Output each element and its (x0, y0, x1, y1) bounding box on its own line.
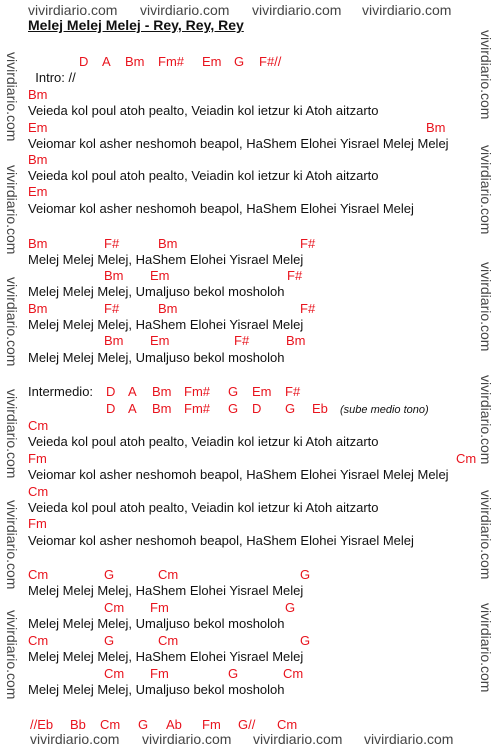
chord: Cm (283, 666, 304, 681)
chord: Bb (70, 717, 86, 732)
chord: Fm (150, 600, 169, 615)
chord: Bm (28, 236, 48, 251)
intro-label: Intro: // (35, 70, 76, 85)
watermark-top-4: vivirdiario.com (362, 2, 452, 18)
watermark-bottom-2: vivirdiario.com (142, 731, 232, 747)
chord: Bm (104, 333, 124, 348)
chord: F# (234, 333, 250, 348)
lyric-line: Melej Melej Melej, Umaljuso bekol mosholoh (28, 616, 285, 631)
chord: Cm (28, 567, 49, 582)
chord: Fm# (184, 384, 210, 399)
interlude-label: Intermedio: (28, 384, 94, 399)
intro-chord: F#// (259, 54, 282, 69)
chord: Fm (150, 666, 169, 681)
chord: Em (252, 384, 272, 399)
intro-chord: Bm (125, 54, 145, 69)
chord: Bm (158, 236, 178, 251)
interlude-note: (sube medio tono) (340, 404, 429, 416)
watermark-top-2: vivirdiario.com (140, 2, 230, 18)
chord: G (104, 567, 115, 582)
chord: D (106, 401, 116, 416)
chord: Fm (28, 516, 47, 531)
chord: Em (150, 333, 170, 348)
chord: Cm (456, 451, 477, 466)
lyric-line: Veiomar kol asher neshomoh beapol, HaShem Elohei Yisrael Melej (28, 533, 414, 548)
watermark-left-2: vivirdiario.com (4, 165, 20, 255)
chord: Bm (28, 87, 48, 102)
watermark-right-1: vivirdiario.com (478, 30, 494, 120)
intro-chord: Em (202, 54, 222, 69)
lyric-line: Melej Melej Melej, Umaljuso bekol mosholoh (28, 682, 285, 697)
lyric-line: Melej Melej Melej, Umaljuso bekol mosholoh (28, 350, 285, 365)
watermark-bottom-4: vivirdiario.com (364, 731, 454, 747)
chord: G (228, 401, 239, 416)
chord: Bm (28, 301, 48, 316)
chord: Em (150, 268, 170, 283)
chord: Fm (202, 717, 221, 732)
intro-chord: A (102, 54, 111, 69)
watermark-top-1: vivirdiario.com (28, 2, 118, 18)
chord: Fm# (184, 401, 210, 416)
lyric-line: Melej Melej Melej, HaShem Elohei Yisrael Melej (28, 583, 304, 598)
chord: F# (300, 236, 316, 251)
lyric-line: Veieda kol poul atoh pealto, Veiadin kol ietzur ki Atoh aitzarto (28, 434, 379, 449)
chord: Cm (104, 600, 125, 615)
chord: G (285, 401, 296, 416)
song-title: Melej Melej Melej - Rey, Rey, Rey (28, 17, 244, 33)
chord: G (300, 633, 311, 648)
watermark-right-5: vivirdiario.com (478, 490, 494, 580)
lyric-line: Veiomar kol asher neshomoh beapol, HaShem Elohei Yisrael Melej (28, 201, 414, 216)
chord: Bm (104, 268, 124, 283)
chord: Ab (166, 717, 182, 732)
chord: Cm (28, 418, 49, 433)
intro-chord: G (234, 54, 245, 69)
watermark-left-6: vivirdiario.com (4, 610, 20, 700)
lyric-line: Melej Melej Melej, HaShem Elohei Yisrael Melej (28, 252, 304, 267)
intro-chord: D (79, 54, 89, 69)
watermark-right-2: vivirdiario.com (478, 145, 494, 235)
chord: Fm (28, 451, 47, 466)
lyric-line: Veiomar kol asher neshomoh beapol, HaShem Elohei Yisrael Melej Melej (28, 467, 449, 482)
chord: Cm (277, 717, 298, 732)
intro-line (28, 54, 76, 86)
chord: //Eb (30, 717, 54, 732)
watermark-bottom-1: vivirdiario.com (30, 731, 120, 747)
chord: F# (104, 301, 120, 316)
chord: A (128, 401, 137, 416)
watermark-bottom-3: vivirdiario.com (253, 731, 343, 747)
chord: F# (300, 301, 316, 316)
chord: Cm (28, 633, 49, 648)
chord: Cm (104, 666, 125, 681)
chord: G// (238, 717, 256, 732)
chord: G (228, 384, 239, 399)
chord: Cm (158, 633, 179, 648)
chord: F# (285, 384, 301, 399)
watermark-right-6: vivirdiario.com (478, 603, 494, 693)
chord: Bm (152, 384, 172, 399)
chord: Bm (28, 152, 48, 167)
chord: Bm (286, 333, 306, 348)
chord: Bm (426, 120, 446, 135)
lyric-line: Melej Melej Melej, Umaljuso bekol mosholoh (28, 284, 285, 299)
chord: Bm (152, 401, 172, 416)
chord: G (300, 567, 311, 582)
chord: Eb (312, 401, 328, 416)
watermark-left-1: vivirdiario.com (4, 52, 20, 142)
watermark-right-4: vivirdiario.com (478, 375, 494, 465)
chord: D (252, 401, 262, 416)
chord: G (228, 666, 239, 681)
lyric-line: Veieda kol poul atoh pealto, Veiadin kol ietzur ki Atoh aitzarto (28, 103, 379, 118)
chord: F# (287, 268, 303, 283)
watermark-left-5: vivirdiario.com (4, 500, 20, 590)
chord: F# (104, 236, 120, 251)
chord: Cm (28, 484, 49, 499)
chord: A (128, 384, 137, 399)
intro-chord: Fm# (158, 54, 184, 69)
chord: Em (28, 184, 48, 199)
lyric-line: Melej Melej Melej, HaShem Elohei Yisrael Melej (28, 649, 304, 664)
watermark-right-3: vivirdiario.com (478, 262, 494, 352)
lyric-line: Veiomar kol asher neshomoh beapol, HaShem Elohei Yisrael Melej Melej (28, 136, 449, 151)
chord: Em (28, 120, 48, 135)
watermark-left-3: vivirdiario.com (4, 277, 20, 367)
chord: Bm (158, 301, 178, 316)
chord: Cm (100, 717, 121, 732)
chord: G (285, 600, 296, 615)
lyric-line: Veieda kol poul atoh pealto, Veiadin kol ietzur ki Atoh aitzarto (28, 500, 379, 515)
chord: D (106, 384, 116, 399)
chord: G (138, 717, 149, 732)
watermark-top-3: vivirdiario.com (252, 2, 342, 18)
chord: G (104, 633, 115, 648)
chord: Cm (158, 567, 179, 582)
watermark-left-4: vivirdiario.com (4, 389, 20, 479)
lyric-line: Melej Melej Melej, HaShem Elohei Yisrael Melej (28, 317, 304, 332)
lyric-line: Veieda kol poul atoh pealto, Veiadin kol ietzur ki Atoh aitzarto (28, 168, 379, 183)
